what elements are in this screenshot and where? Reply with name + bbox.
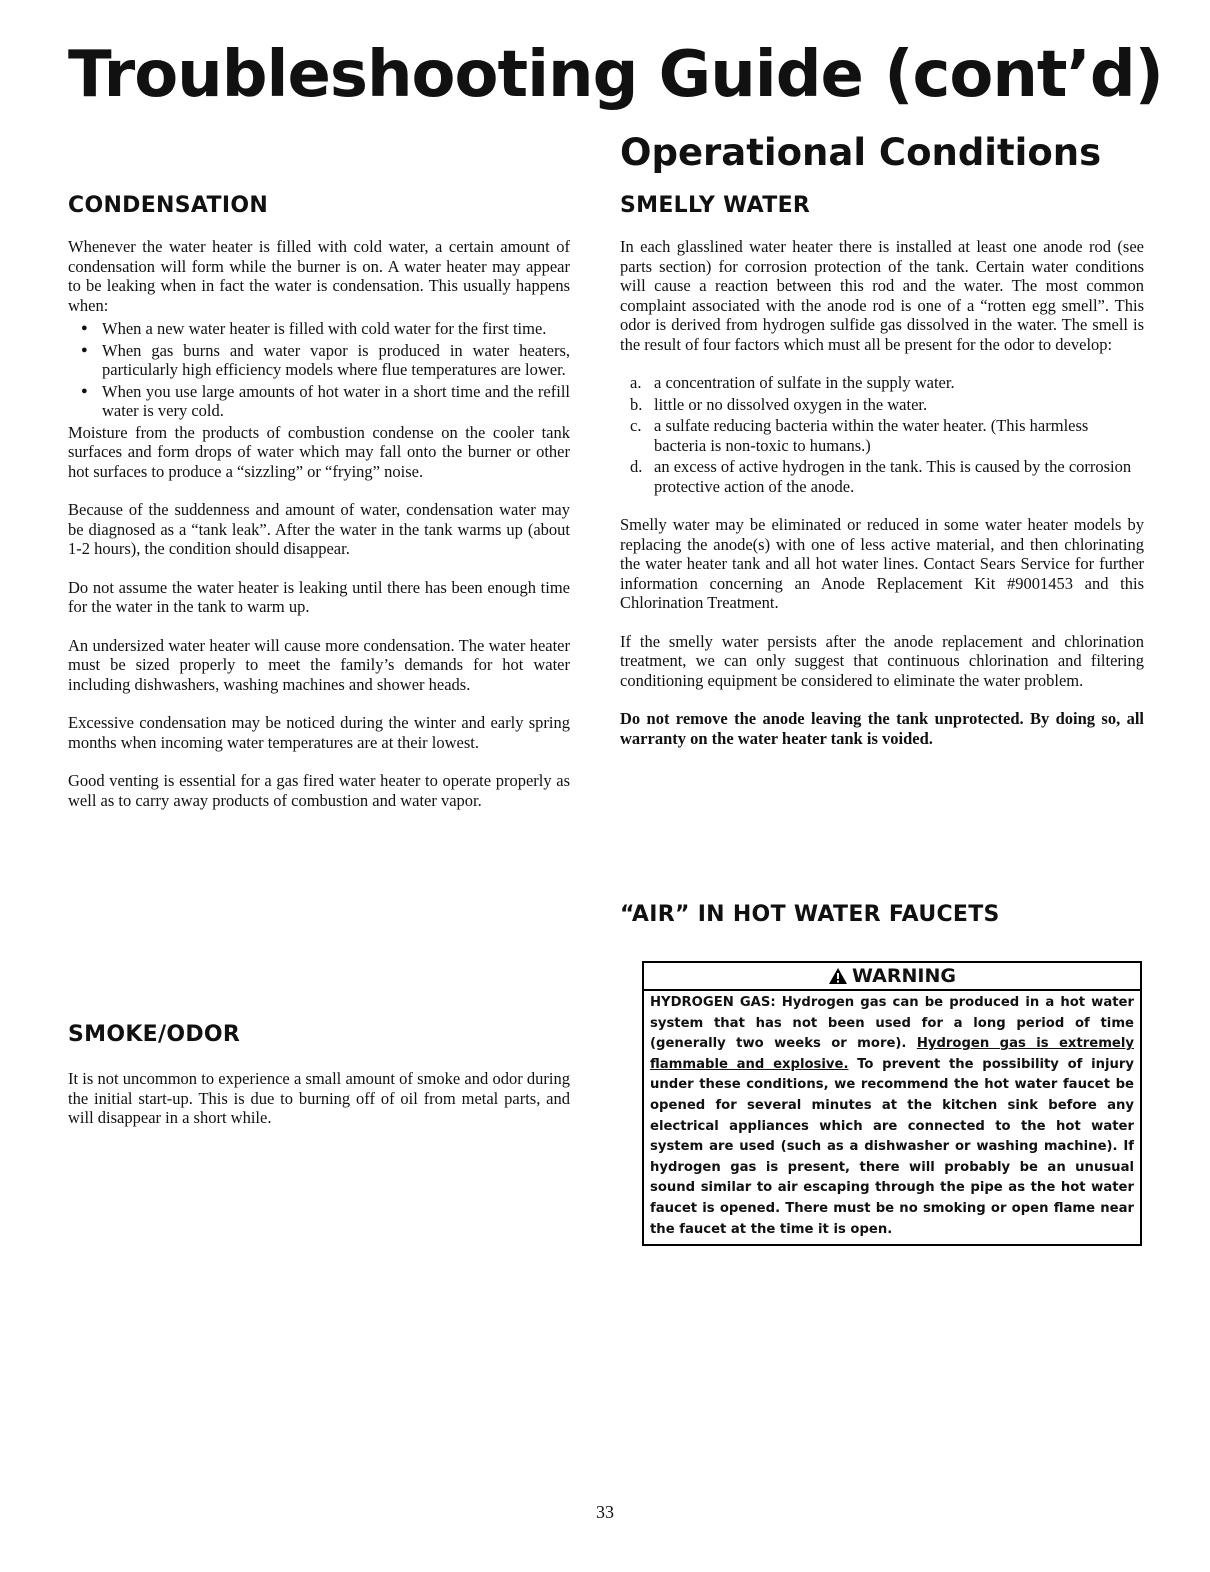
bullet-item: ● When a new water heater is filled with cold water for the first time. — [68, 319, 570, 339]
odor-factor-item — [620, 373, 1144, 393]
odor-factor-item — [620, 395, 1144, 415]
warning-text-part: To prevent the possibility of injury under these conditions, we recommend the hot water faucet be opened for several minutes at the kitchen sink before any electrical appliances which are connected to the hot water system are used (such as a dishwasher or washing machine). If hydrogen gas is present, there will probably be an unusual sound similar to air escaping through the pipe as the hot water faucet is opened. There must be no smoking or open flame near the faucet at the time it is open. — [650, 1056, 1134, 1237]
condensation-section — [68, 237, 570, 810]
smelly-water-intro: In each glasslined water heater there is installed at least one anode rod (see parts section) for corrosion protection of the tank. Certain water conditions will cause a reaction between this rod and the water. The most common complaint associated with the anode rod is one of a “rotten egg smell”. This odor is derived from hydrogen sulfide gas dissolved in the water. The smell is the result of four factors which must all be present for the odor to develop: — [620, 237, 1144, 354]
item-text: a sulfate reducing bacteria within the water heater. (This harmless bacteria is non-toxic to humans.) — [654, 416, 1089, 455]
condensation-heading: CONDENSATION — [68, 193, 269, 218]
item-label: c. — [630, 416, 642, 435]
item-label: a. — [630, 373, 642, 392]
anode-warning-note: Do not remove the anode leaving the tank unprotected. By doing so, all warranty on the water heater tank is voided. — [620, 709, 1144, 748]
condensation-paragraph: Good venting is essential for a gas fired water heater to operate properly as well as to carry away products of combustion and water vapor. — [68, 771, 570, 810]
smoke-odor-text: It is not uncommon to experience a small amount of smoke and odor during the initial start-up. This is due to burning off of oil from metal parts, and will disappear in a short while. — [68, 1069, 570, 1127]
air-in-faucets-heading: “AIR” IN HOT WATER FAUCETS — [620, 902, 1000, 927]
smelly-water-paragraph: If the smelly water persists after the anode replacement and chlorination treatment, we can only suggest that continuous chlorination and filtering conditioning equipment be considered to eliminate the water problem. — [620, 631, 1144, 690]
condensation-bullet-list — [68, 319, 570, 421]
smelly-water-heading: SMELLY WATER — [620, 193, 811, 218]
bullet-item: ● When you use large amounts of hot water in a short time and the refill water is very cold. — [68, 382, 570, 421]
bullet-item: ● When gas burns and water vapor is produced in water heaters, particularly high efficiency models where flue temperatures are lower. — [68, 341, 570, 380]
item-text: little or no dissolved oxygen in the water. — [654, 394, 928, 414]
odor-factor-item — [620, 457, 1144, 496]
warning-text-part: HYDROGEN GAS: Hydrogen gas can be produced in a hot water system that has not been used for a long period of time (generally two weeks or more). — [650, 995, 1134, 1052]
item-label: b. — [630, 394, 643, 414]
warning-title: WARNING — [852, 965, 956, 987]
condensation-paragraph: Moisture from the products of combustion condense on the cooler tank surfaces and form drops of water which may fall onto the burner or other hot surfaces to produce a “sizzling” or “frying” noise. — [68, 422, 570, 481]
hydrogen-warning-box — [642, 961, 1142, 1246]
smoke-odor-section — [68, 1069, 570, 1128]
item-label: d. — [630, 457, 643, 476]
condensation-paragraph: An undersized water heater will cause more condensation. The water heater must be sized properly to meet the family’s demands for hot water including dishwashers, washing machines and shower heads. — [68, 635, 570, 694]
condensation-paragraph: Excessive condensation may be noticed during the winter and early spring months when incoming water temperatures are at their lowest. — [68, 713, 570, 752]
warning-text — [644, 991, 1140, 1240]
item-text: a concentration of sulfate in the supply water. — [654, 373, 955, 392]
warning-text-underlined: Hydrogen gas is extremely flammable and explosive. — [650, 1036, 1134, 1072]
odor-factor-item — [620, 416, 1144, 455]
page-title: Troubleshooting Guide (cont’d) — [68, 38, 1163, 112]
smoke-odor-heading: SMOKE/ODOR — [68, 1022, 241, 1047]
condensation-paragraph: Do not assume the water heater is leaking until there has been enough time for the water in the tank to warm up. — [68, 577, 570, 616]
smelly-water-paragraph: Smelly water may be eliminated or reduced in some water heater models by replacing the anode(s) with one of less active material, and then chlorinating the water heater tank and all hot water lines. Contact Sears Service for further information concerning an Anode Replacement Kit #9001453 and this Chlorination Treatment. — [620, 515, 1144, 612]
condensation-paragraph: Because of the suddenness and amount of water, condensation water may be diagnosed as a “tank leak”. After the water in the tank warms up (about 1-2 hours), the condition should disappear. — [68, 500, 570, 558]
odor-factor-list — [620, 373, 1144, 496]
smelly-water-section — [620, 237, 1144, 748]
item-text: an excess of active hydrogen in the tank. This is caused by the corrosion protective action of the anode. — [654, 457, 1132, 496]
warning-triangle-icon — [828, 967, 848, 985]
warning-title-bar — [644, 963, 1140, 991]
operational-conditions-heading: Operational Conditions — [620, 131, 1102, 174]
page-number: 33 — [596, 1502, 614, 1522]
condensation-intro: Whenever the water heater is filled with cold water, a certain amount of condensation will form while the burner is on. A water heater may appear to be leaking when in fact the water is condensation. This usually happens when: — [68, 237, 570, 315]
